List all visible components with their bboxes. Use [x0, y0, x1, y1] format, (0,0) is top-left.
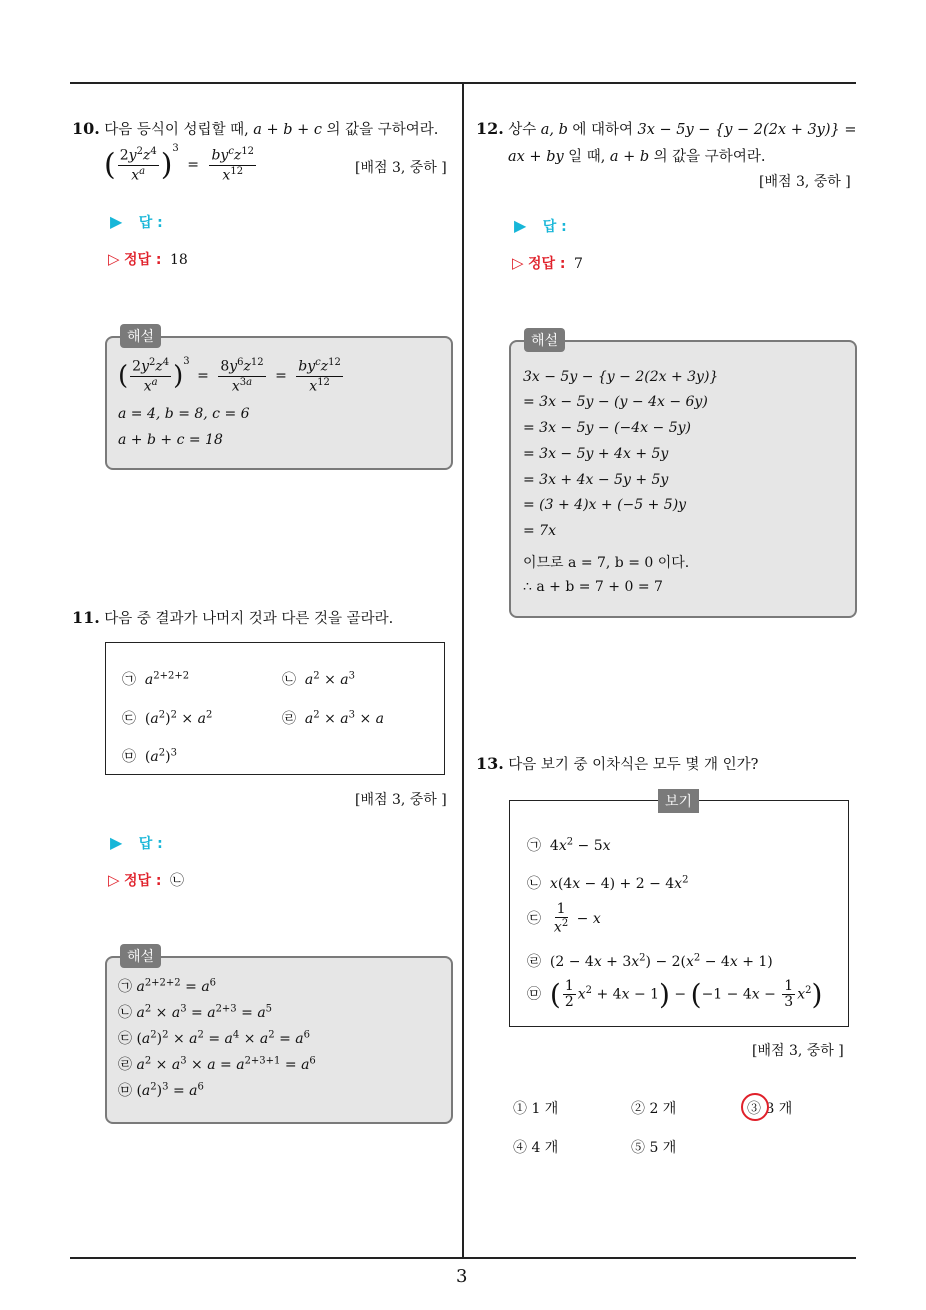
- q10-equation: ( $\frac{2y^2z^4}{x^a}$ )$^3$ = $\frac{by^cz^{12}}{x^{12}}$: [104, 143, 255, 184]
- correct-arrow-icon: ▷: [512, 254, 524, 272]
- q13-item-4: ㉣ $(2 - 4x + 3x^2) - 2(x^2 - 4x + 1)$: [527, 952, 773, 970]
- q11-number: 11.: [72, 608, 100, 627]
- q10-answer-row: [110, 212, 163, 232]
- q12-solution-line-7: = 7x: [523, 523, 556, 539]
- q12-solution-line-4: = 3x − 5y + 4x + 5y: [523, 446, 669, 462]
- q10-expr: a + b + c: [253, 122, 323, 138]
- q10-points: [배점 3, 중하 ]: [355, 160, 447, 176]
- q11-solution-line-3: ㉢ $(a^2)^2 \times a^2 = a^4 \times a^2 = a^6$: [118, 1029, 310, 1047]
- q12-text-a: 상수: [508, 122, 537, 138]
- q13-item-1: ㉠ $4x^2 - 5x$: [527, 836, 611, 854]
- q13-choice-4[interactable]: ④ 4 개: [513, 1140, 559, 1156]
- q12-correct-label: 정답 :: [528, 256, 566, 272]
- q11-correct-value: ㉡: [169, 873, 184, 889]
- q11-item-marker: ㉤: [122, 749, 136, 765]
- q12-correct-value: 7: [573, 256, 583, 272]
- q12-text-b: 에 대하여: [572, 122, 634, 138]
- q13-item-marker: ㉢: [527, 911, 541, 928]
- q12-solution-line-2: = 3x − 5y − (y − 4x − 6y): [523, 394, 708, 410]
- q12-solution-line-9: ∴ a + b = 7 + 0 = 7: [523, 579, 663, 595]
- q11-question: [72, 607, 393, 628]
- q11-item-marker: ㉣: [282, 711, 296, 727]
- q12-correct-row: [512, 253, 583, 273]
- q13-text: 다음 보기 중 이차식은 모두 몇 개 인가?: [508, 757, 759, 773]
- q13-number: 13.: [476, 754, 504, 773]
- q12-text-c: 일 때,: [568, 149, 606, 165]
- q11-item-marker: ㉢: [122, 711, 136, 727]
- q11-item-2: ㉡ $a^2 \times a^3$: [282, 670, 356, 688]
- q13-choice-1[interactable]: ① 1 개: [513, 1101, 559, 1117]
- q12-number: 12.: [476, 119, 504, 138]
- q11-item-marker: ㉤: [118, 1083, 132, 1099]
- q11-item-marker: ㉡: [282, 672, 296, 688]
- q11-solution-line-1: ㉠ $a^{2+2+2} = a^6$: [118, 977, 217, 995]
- q13-item-2: ㉡ $x(4x - 4) + 2 - 4x^2$: [527, 874, 689, 892]
- q13-choice-3[interactable]: ③ 3 개: [747, 1101, 793, 1117]
- q11-item-marker: ㉡: [118, 1005, 132, 1021]
- q11-answer-label: 답 :: [138, 836, 163, 852]
- q13-question: [476, 753, 758, 774]
- q10-text-b: 의 값을 구하여라.: [326, 122, 439, 138]
- q12-solution-line-1: 3x − 5y − {y − 2(2x + 3y)}: [523, 369, 719, 385]
- q10-correct-row: [108, 249, 188, 269]
- q11-solution-tab: 해설: [120, 944, 161, 968]
- q11-points: [배점 3, 중하 ]: [355, 792, 447, 808]
- q12-question-line-2: ax + by 일 때, a + b 의 값을 구하여라.: [508, 149, 766, 165]
- q12-points: [배점 3, 중하 ]: [759, 174, 851, 190]
- q13-item-5: ㉤ ( $\frac{1}{2}$ $x^2 + 4x - 1) - (-1 - 4x$ − $\frac{1}{3}$ $x^2$): [527, 977, 823, 1011]
- page-number: 3: [456, 1266, 468, 1287]
- q10-question: [72, 118, 438, 139]
- q13-box-tab: 보기: [658, 789, 699, 813]
- q10-number: 10.: [72, 119, 100, 138]
- q11-solution-line-2: ㉡ $a^2 \times a^3 = a^{2+3} = a^5$: [118, 1003, 273, 1021]
- q13-item-3: ㉢ $\frac{1}{x^2}$ − x: [527, 901, 601, 937]
- column-divider: [462, 83, 464, 1258]
- q11-item-5: ㉤ $(a^2)^3$: [122, 747, 177, 765]
- answer-arrow-icon: ▶: [110, 212, 123, 231]
- q11-correct-row: [108, 870, 184, 890]
- q12-answer-label: 답 :: [542, 219, 567, 235]
- q10-solution-eq: ( $\frac{2y^2z^4}{x^a}$ )$^3$ = $\frac{8y^6z^{12}}{x^{3a}}$ = $\frac{by^cz^{12}}{x^{12}}$: [118, 356, 341, 395]
- q11-solution-line-4: ㉣ $a^2 \times a^3 \times a = a^{2+3+1} = a^6$: [118, 1055, 316, 1073]
- q11-item-4: ㉣ $a^2 \times a^3 \times a$: [282, 709, 385, 727]
- q13-item-marker: ㉣: [527, 954, 541, 970]
- q13-choice-5[interactable]: ⑤ 5 개: [631, 1140, 677, 1156]
- q11-item-marker: ㉠: [118, 979, 132, 995]
- answer-arrow-icon: ▶: [514, 216, 527, 235]
- q12-answer-row: [514, 216, 567, 236]
- q12-solution-line-8: 이므로 a = 7, b = 0 이다.: [523, 555, 690, 571]
- q11-answer-row: [110, 833, 163, 853]
- q11-correct-label: 정답 :: [124, 873, 162, 889]
- q11-item-3: ㉢ $(a^2)^2 \times a^2$: [122, 709, 213, 727]
- bottom-rule: [70, 1257, 856, 1259]
- q11-item-marker: ㉢: [118, 1031, 132, 1047]
- q12-solution-tab: 해설: [524, 328, 565, 352]
- q13-points: [배점 3, 중하 ]: [752, 1043, 844, 1059]
- q10-correct-label: 정답 :: [124, 252, 162, 268]
- q13-item-marker: ㉤: [527, 986, 541, 1003]
- q13-item-marker: ㉠: [527, 838, 541, 854]
- q10-text-a: 다음 등식이 성립할 때,: [104, 122, 249, 138]
- q11-item-1: ㉠ $a^{2+2+2}$: [122, 670, 190, 688]
- q10-correct-value: 18: [169, 252, 188, 268]
- q10-solution-line-2: a + b + c = 18: [118, 432, 223, 448]
- selected-choice-circle: [741, 1093, 769, 1121]
- answer-arrow-icon: ▶: [110, 833, 123, 852]
- correct-arrow-icon: ▷: [108, 250, 120, 268]
- correct-arrow-icon: ▷: [108, 871, 120, 889]
- q12-text-d: 의 값을 구하여라.: [653, 149, 766, 165]
- q11-text: 다음 중 결과가 나머지 것과 다른 것을 골라라.: [104, 611, 394, 627]
- q11-solution-line-5: ㉤ $(a^2)^3 = a^6$: [118, 1081, 204, 1099]
- q10-solution-tab: 해설: [120, 324, 161, 348]
- q12-solution-line-3: = 3x − 5y − (−4x − 5y): [523, 420, 691, 436]
- q10-answer-label: 답 :: [138, 215, 163, 231]
- q12-solution-line-5: = 3x + 4x − 5y + 5y: [523, 472, 669, 488]
- q12-question-line-1: 12. 상수 a, b 에 대하여 3x − 5y − {y − 2(2x + 3y)} =: [476, 119, 857, 138]
- q12-solution-line-6: = (3 + 4)x + (−5 + 5)y: [523, 497, 687, 513]
- q10-solution-line-1: a = 4, b = 8, c = 6: [118, 406, 250, 422]
- q13-item-marker: ㉡: [527, 876, 541, 892]
- q11-item-marker: ㉣: [118, 1057, 132, 1073]
- q11-item-marker: ㉠: [122, 672, 136, 688]
- q13-choice-2[interactable]: ② 2 개: [631, 1101, 677, 1117]
